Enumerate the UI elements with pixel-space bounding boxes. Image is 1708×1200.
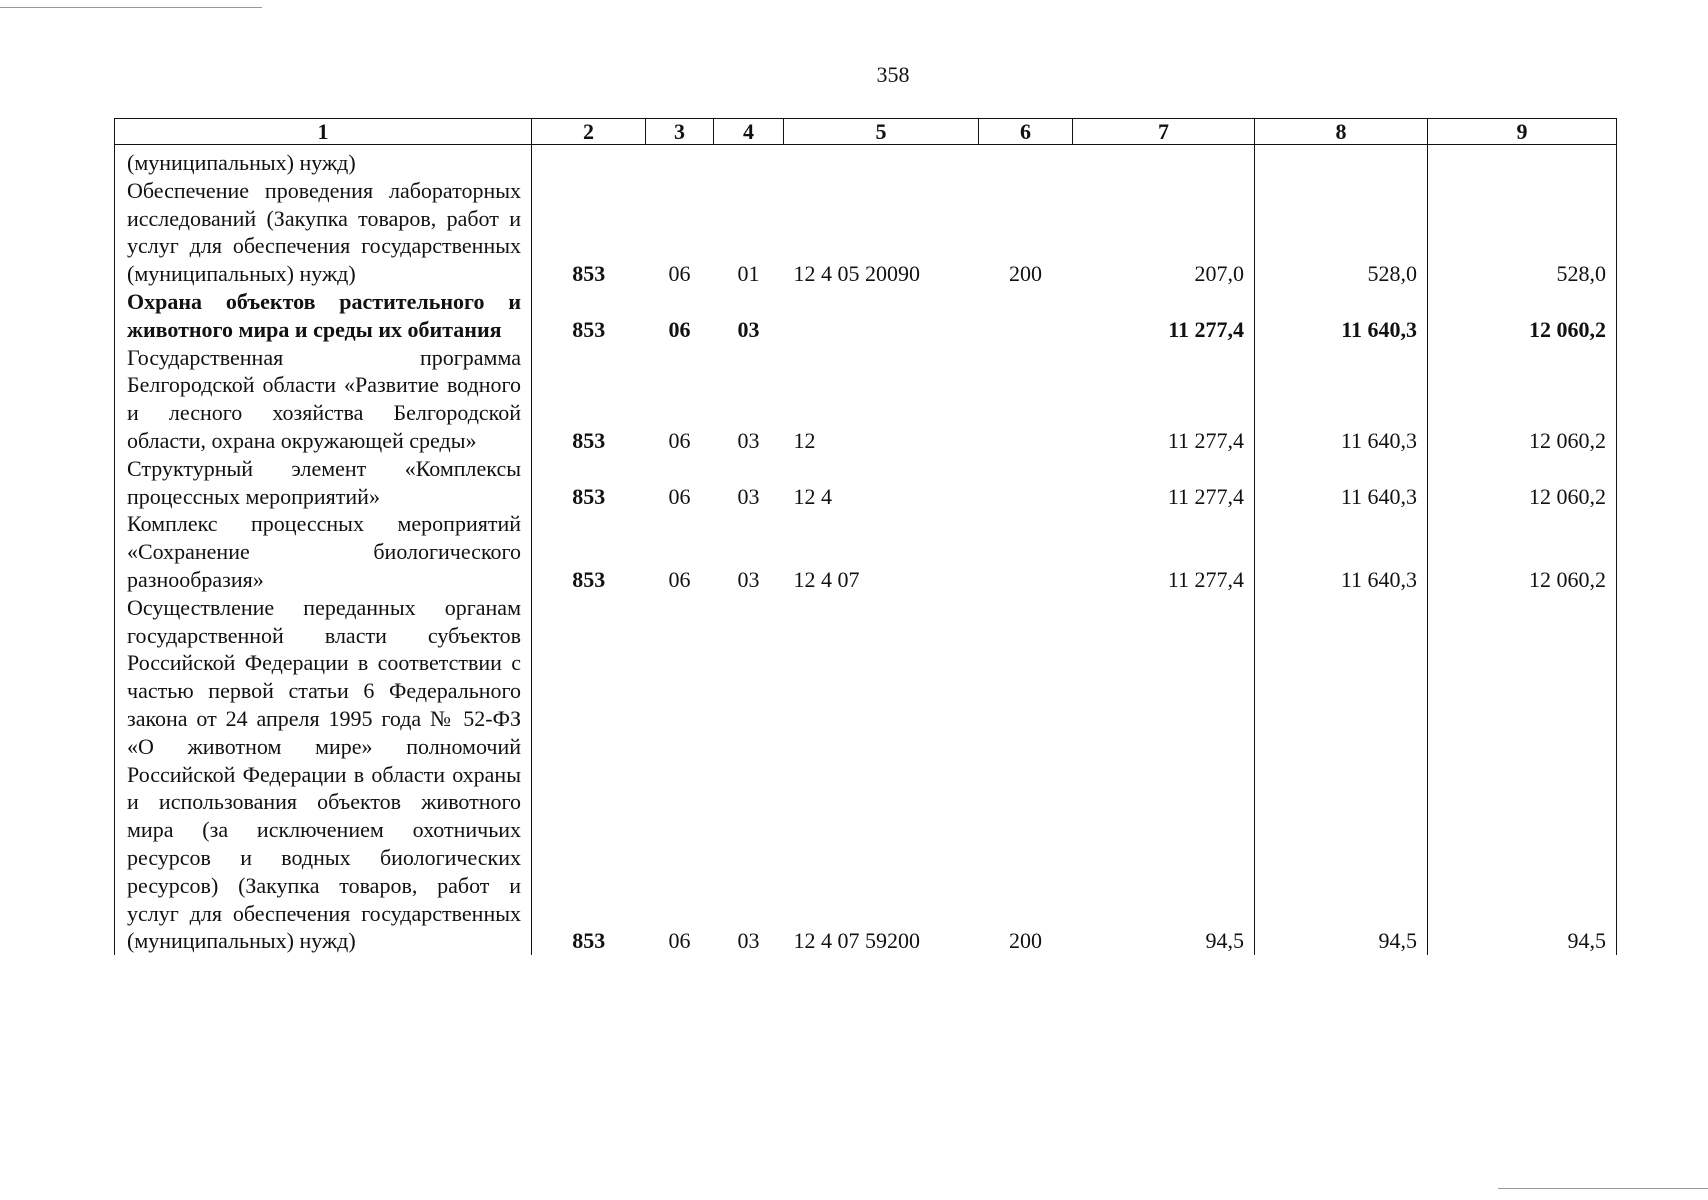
column-header: 9: [1428, 119, 1617, 145]
amount-year3-cell: 12 060,2: [1428, 510, 1617, 593]
column-header: 8: [1255, 119, 1428, 145]
expense-type-cell: [979, 455, 1073, 511]
amount-year3-cell: [1428, 145, 1617, 177]
target-article-cell: 12 4: [793, 483, 832, 509]
target-article-cell: 12 4 07: [793, 566, 860, 592]
row-name-cell: (муниципальных) нужд): [115, 145, 532, 177]
table-body: [115, 145, 1617, 956]
expense-type-cell: 200: [1009, 261, 1042, 287]
subsection-code-cell: 03: [737, 566, 760, 592]
amount-year2-cell: 11 640,3: [1255, 510, 1428, 593]
subsection-code-cell: 03: [737, 483, 760, 509]
table-row: [115, 594, 1617, 955]
amount-year2-cell: 528,0: [1255, 177, 1428, 288]
header-row: [115, 119, 1617, 145]
column-header: 6: [979, 119, 1073, 145]
scan-artifact-line: [0, 7, 262, 8]
amount-year2-cell: 11 640,3: [1255, 455, 1428, 511]
row-name-cell: Структурный элемент «Комплексы процессных мероприятий»: [115, 455, 532, 511]
expense-type-cell: [979, 288, 1073, 344]
amount-year2-cell: 11 640,3: [1255, 344, 1428, 455]
table-row: [115, 145, 1617, 177]
subsection-code-cell: [714, 145, 784, 177]
amount-year3-cell: 12 060,2: [1428, 344, 1617, 455]
target-article-cell: [784, 145, 979, 177]
table-row: [115, 344, 1617, 455]
subsection-code-cell: 01: [737, 261, 760, 287]
expense-type-cell: [979, 344, 1073, 455]
amount-year1-cell: 94,5: [1073, 594, 1255, 955]
amount-year3-cell: 94,5: [1428, 594, 1617, 955]
amount-year1-cell: 11 277,4: [1073, 510, 1255, 593]
row-name-cell: Обеспечение проведения лабораторных исследований (Закупка товаров, работ и услуг для обеспечения государственных (муниципальных) нужд): [115, 177, 532, 288]
column-header: 4: [714, 119, 784, 145]
ministry-code-cell: [532, 145, 646, 177]
page-number: 358: [876, 62, 910, 87]
section-code-cell: 06: [668, 566, 691, 592]
column-header: 2: [532, 119, 646, 145]
column-header: 5: [784, 119, 979, 145]
table-row: [115, 177, 1617, 288]
amount-year2-cell: 94,5: [1255, 594, 1428, 955]
table-row: [115, 510, 1617, 593]
column-header: 3: [646, 119, 714, 145]
expense-type-cell: 200: [1009, 928, 1042, 954]
target-article-cell: 12 4 07 59200: [793, 928, 920, 954]
budget-table: [114, 118, 1617, 955]
row-name-cell: Осуществление переданных органам государственной власти субъектов Российской Федерации в соответствии с частью первой статьи 6 Федерального закона от 24 апреля 1995 года № 52-ФЗ «О животном мире» полномочий Российской Федерации в области охраны и использования объектов животного мира (за исключением охотничьих ресурсов и водных биологических ресурсов) (Закупка товаров, работ и услуг для обеспечения государственных (муниципальных) нужд): [115, 594, 532, 955]
section-code-cell: 06: [668, 928, 691, 954]
ministry-code-cell: 853: [572, 928, 606, 954]
section-code-cell: 06: [668, 261, 691, 287]
target-article-cell: 12 4 05 20090: [793, 261, 920, 287]
subsection-code-cell: 03: [737, 316, 760, 342]
ministry-code-cell: 853: [572, 566, 606, 592]
column-header: 1: [115, 119, 532, 145]
row-name-cell: Комплекс процессных мероприятий «Сохранение биологического разнообразия»: [115, 510, 532, 593]
amount-year1-cell: 11 277,4: [1073, 455, 1255, 511]
row-name-cell: Государственная программа Белгородской области «Развитие водного и лесного хозяйства Белгородской области, охрана окружающей среды»: [115, 344, 532, 455]
ministry-code-cell: 853: [572, 316, 606, 342]
amount-year1-cell: [1073, 145, 1255, 177]
amount-year1-cell: 207,0: [1073, 177, 1255, 288]
amount-year2-cell: 11 640,3: [1255, 288, 1428, 344]
subsection-code-cell: 03: [737, 928, 760, 954]
ministry-code-cell: 853: [572, 261, 606, 287]
amount-year3-cell: 528,0: [1428, 177, 1617, 288]
section-code-cell: [646, 145, 714, 177]
section-code-cell: 06: [668, 483, 691, 509]
subsection-code-cell: 03: [737, 427, 760, 453]
target-article-cell: [784, 288, 979, 344]
section-code-cell: 06: [668, 427, 691, 453]
target-article-cell: 12: [793, 427, 816, 453]
table-row: [115, 288, 1617, 344]
row-name-cell: Охрана объектов растительного и животного мира и среды их обитания: [115, 288, 532, 344]
amount-year1-cell: 11 277,4: [1073, 344, 1255, 455]
ministry-code-cell: 853: [572, 483, 606, 509]
amount-year3-cell: 12 060,2: [1428, 455, 1617, 511]
expense-type-cell: [979, 145, 1073, 177]
amount-year3-cell: 12 060,2: [1428, 288, 1617, 344]
section-code-cell: 06: [668, 316, 691, 342]
expense-type-cell: [979, 510, 1073, 593]
amount-year1-cell: 11 277,4: [1073, 288, 1255, 344]
amount-year2-cell: [1255, 145, 1428, 177]
table-header: [115, 119, 1617, 145]
scan-artifact-line: [1498, 1188, 1708, 1189]
column-header: 7: [1073, 119, 1255, 145]
ministry-code-cell: 853: [572, 427, 606, 453]
table-row: [115, 455, 1617, 511]
